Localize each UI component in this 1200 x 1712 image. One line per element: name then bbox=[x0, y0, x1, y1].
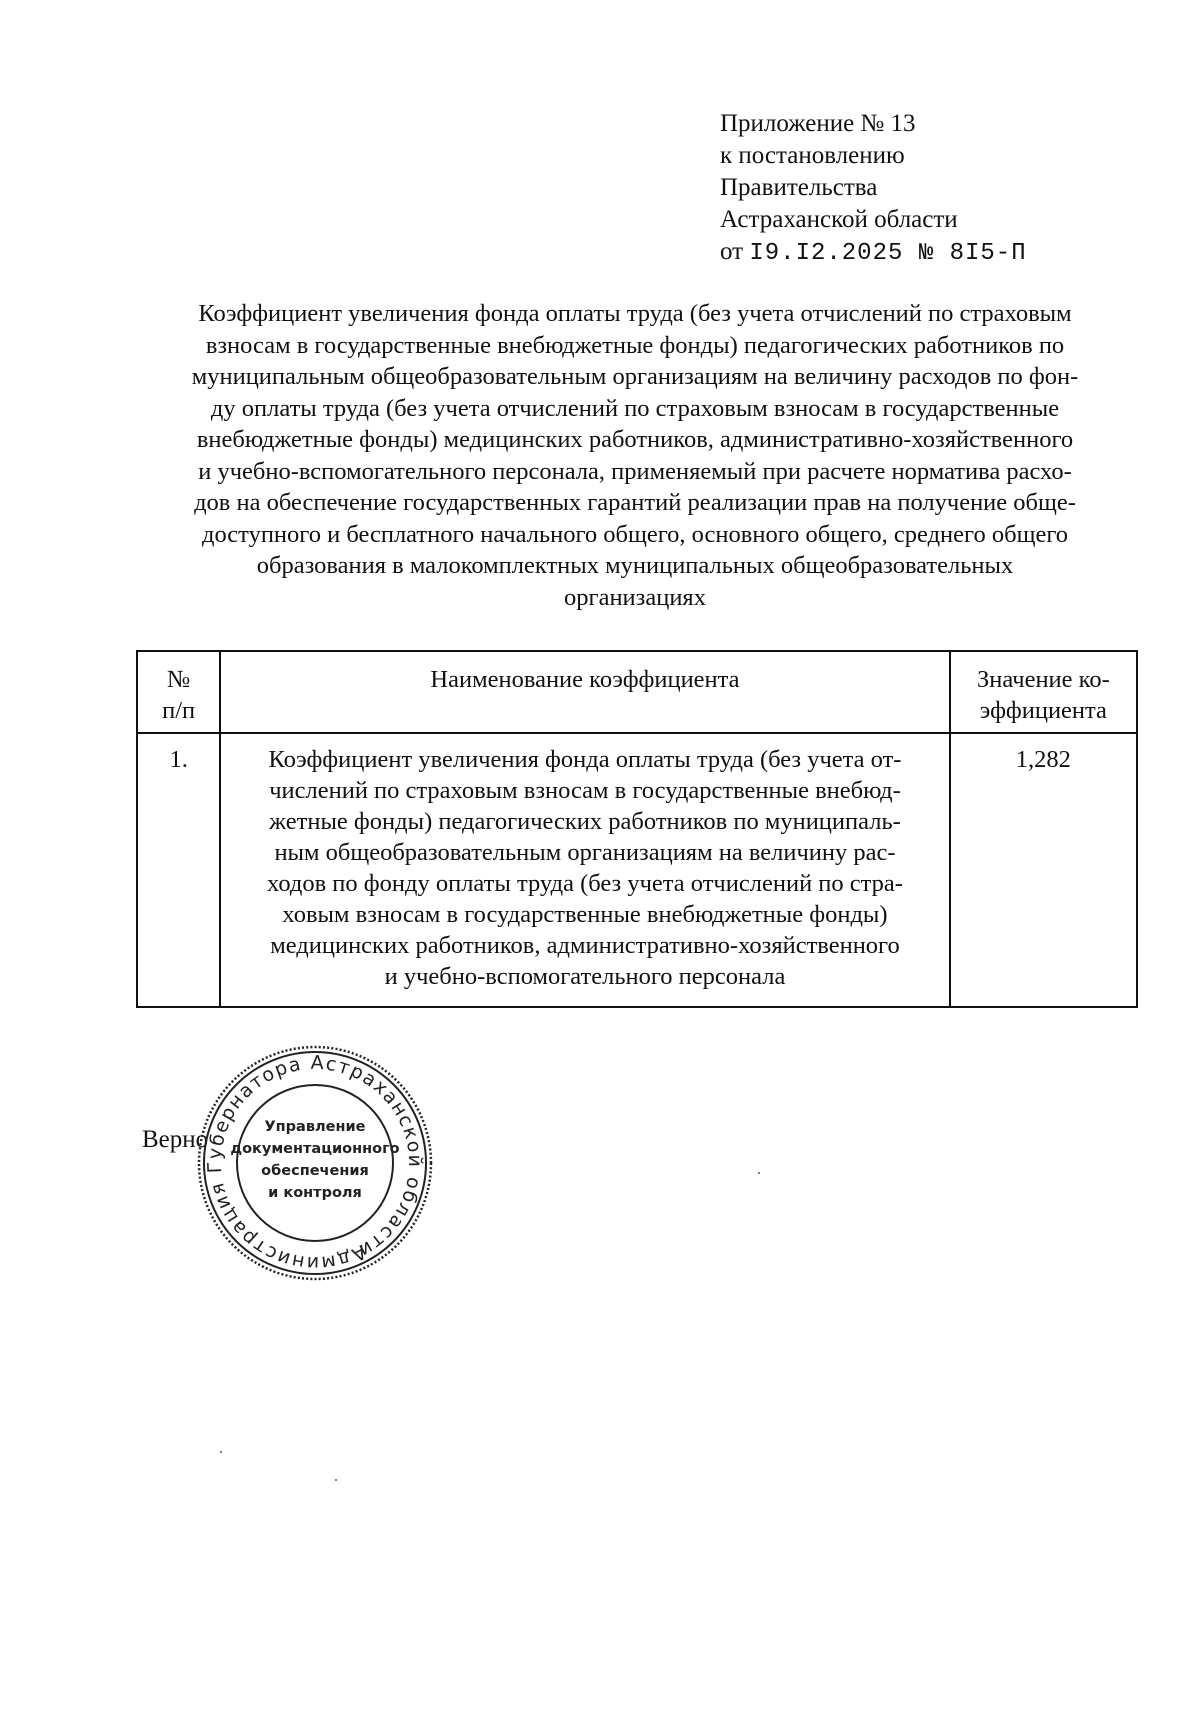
header-name bbox=[220, 651, 949, 733]
row-value: 1,282 bbox=[950, 733, 1137, 1007]
title-line: дов на обеспечение государственных гарантий реализации прав на получение обще- bbox=[194, 489, 1076, 516]
header-value-line2: эффициента bbox=[979, 697, 1107, 724]
document-title bbox=[135, 298, 1135, 613]
appendix-date-number: I9.I2.2025 № 8I5-П bbox=[749, 240, 1027, 267]
row-name-line: Коэффициент увеличения фонда оплаты труда (без учета от- bbox=[268, 746, 902, 773]
appendix-to-resolution: к постановлению bbox=[720, 142, 905, 169]
row-name-line: жетные фонды) педагогических работников по муниципаль- bbox=[269, 808, 901, 835]
official-stamp bbox=[195, 1043, 435, 1283]
stamp-inner-line: документационного bbox=[230, 1141, 400, 1157]
appendix-region: Астраханской области bbox=[720, 206, 958, 233]
table-header-row bbox=[137, 651, 1137, 733]
table-row bbox=[137, 733, 1137, 1007]
title-line: Коэффициент увеличения фонда оплаты труда (без учета отчислений по страховым bbox=[198, 300, 1072, 327]
scan-speck bbox=[335, 1479, 337, 1481]
header-number bbox=[137, 651, 220, 733]
title-line: внебюджетные фонды) медицинских работников, административно-хозяйственного bbox=[196, 426, 1074, 453]
row-name-line: медицинских работников, административно-хозяйственного bbox=[270, 932, 900, 959]
row-name-line: ным общеобразовательным организациям на величину рас- bbox=[274, 839, 896, 866]
row-name-line: и учебно-вспомогательного персонала bbox=[384, 963, 786, 990]
row-number: 1. bbox=[137, 733, 220, 1007]
title-line: ду оплаты труда (без учета отчислений по страховым взносам в государственные bbox=[210, 394, 1060, 422]
coefficient-table bbox=[136, 650, 1138, 1008]
row-name bbox=[220, 733, 949, 1007]
scan-speck bbox=[758, 1172, 760, 1174]
appendix-date-line bbox=[720, 236, 1027, 270]
stamp-ring-text: Администрация Губернатора Астраханской области bbox=[203, 1051, 427, 1275]
stamp-inner-line: Управление bbox=[264, 1119, 366, 1135]
verno-label: Верно bbox=[142, 1126, 209, 1153]
appendix-government: Правительства bbox=[720, 174, 878, 201]
title-line: и учебно-вспомогательного персонала, применяемый при расчете норматива расхо- bbox=[198, 457, 1072, 485]
stamp-inner-line: и контроля bbox=[268, 1185, 362, 1201]
appendix-number: Приложение № 13 bbox=[720, 110, 916, 137]
header-number-line2: п/п bbox=[162, 697, 196, 724]
scan-speck bbox=[220, 1451, 222, 1453]
header-name-text: Наименование коэффициента bbox=[430, 666, 740, 693]
stamp-inner-line: обеспечения bbox=[261, 1163, 369, 1179]
row-name-line: числений по страховым взносам в государственные внебюд- bbox=[269, 777, 901, 804]
title-line: образования в малокомплектных муниципальных общеобразовательных bbox=[256, 552, 1014, 579]
row-name-line: ходов по фонду оплаты труда (без учета отчислений по стра- bbox=[267, 870, 903, 897]
title-line: взносам в государственные внебюджетные фонды) педагогических работников по bbox=[205, 331, 1065, 359]
header-value bbox=[950, 651, 1137, 733]
row-name-line: ховым взносам в государственные внебюджетные фонды) bbox=[282, 901, 888, 928]
appendix-header bbox=[720, 108, 1027, 270]
title-line: муниципальным общеобразовательным организациям на величину расходов по фон- bbox=[191, 363, 1079, 390]
header-value-line1: Значение ко- bbox=[976, 666, 1110, 693]
title-line: доступного и бесплатного начального общего, основного общего, среднего общего bbox=[201, 520, 1069, 548]
header-number-line1: № bbox=[166, 666, 191, 693]
title-line: организациях bbox=[564, 583, 706, 611]
appendix-date-prefix: от bbox=[720, 238, 744, 265]
